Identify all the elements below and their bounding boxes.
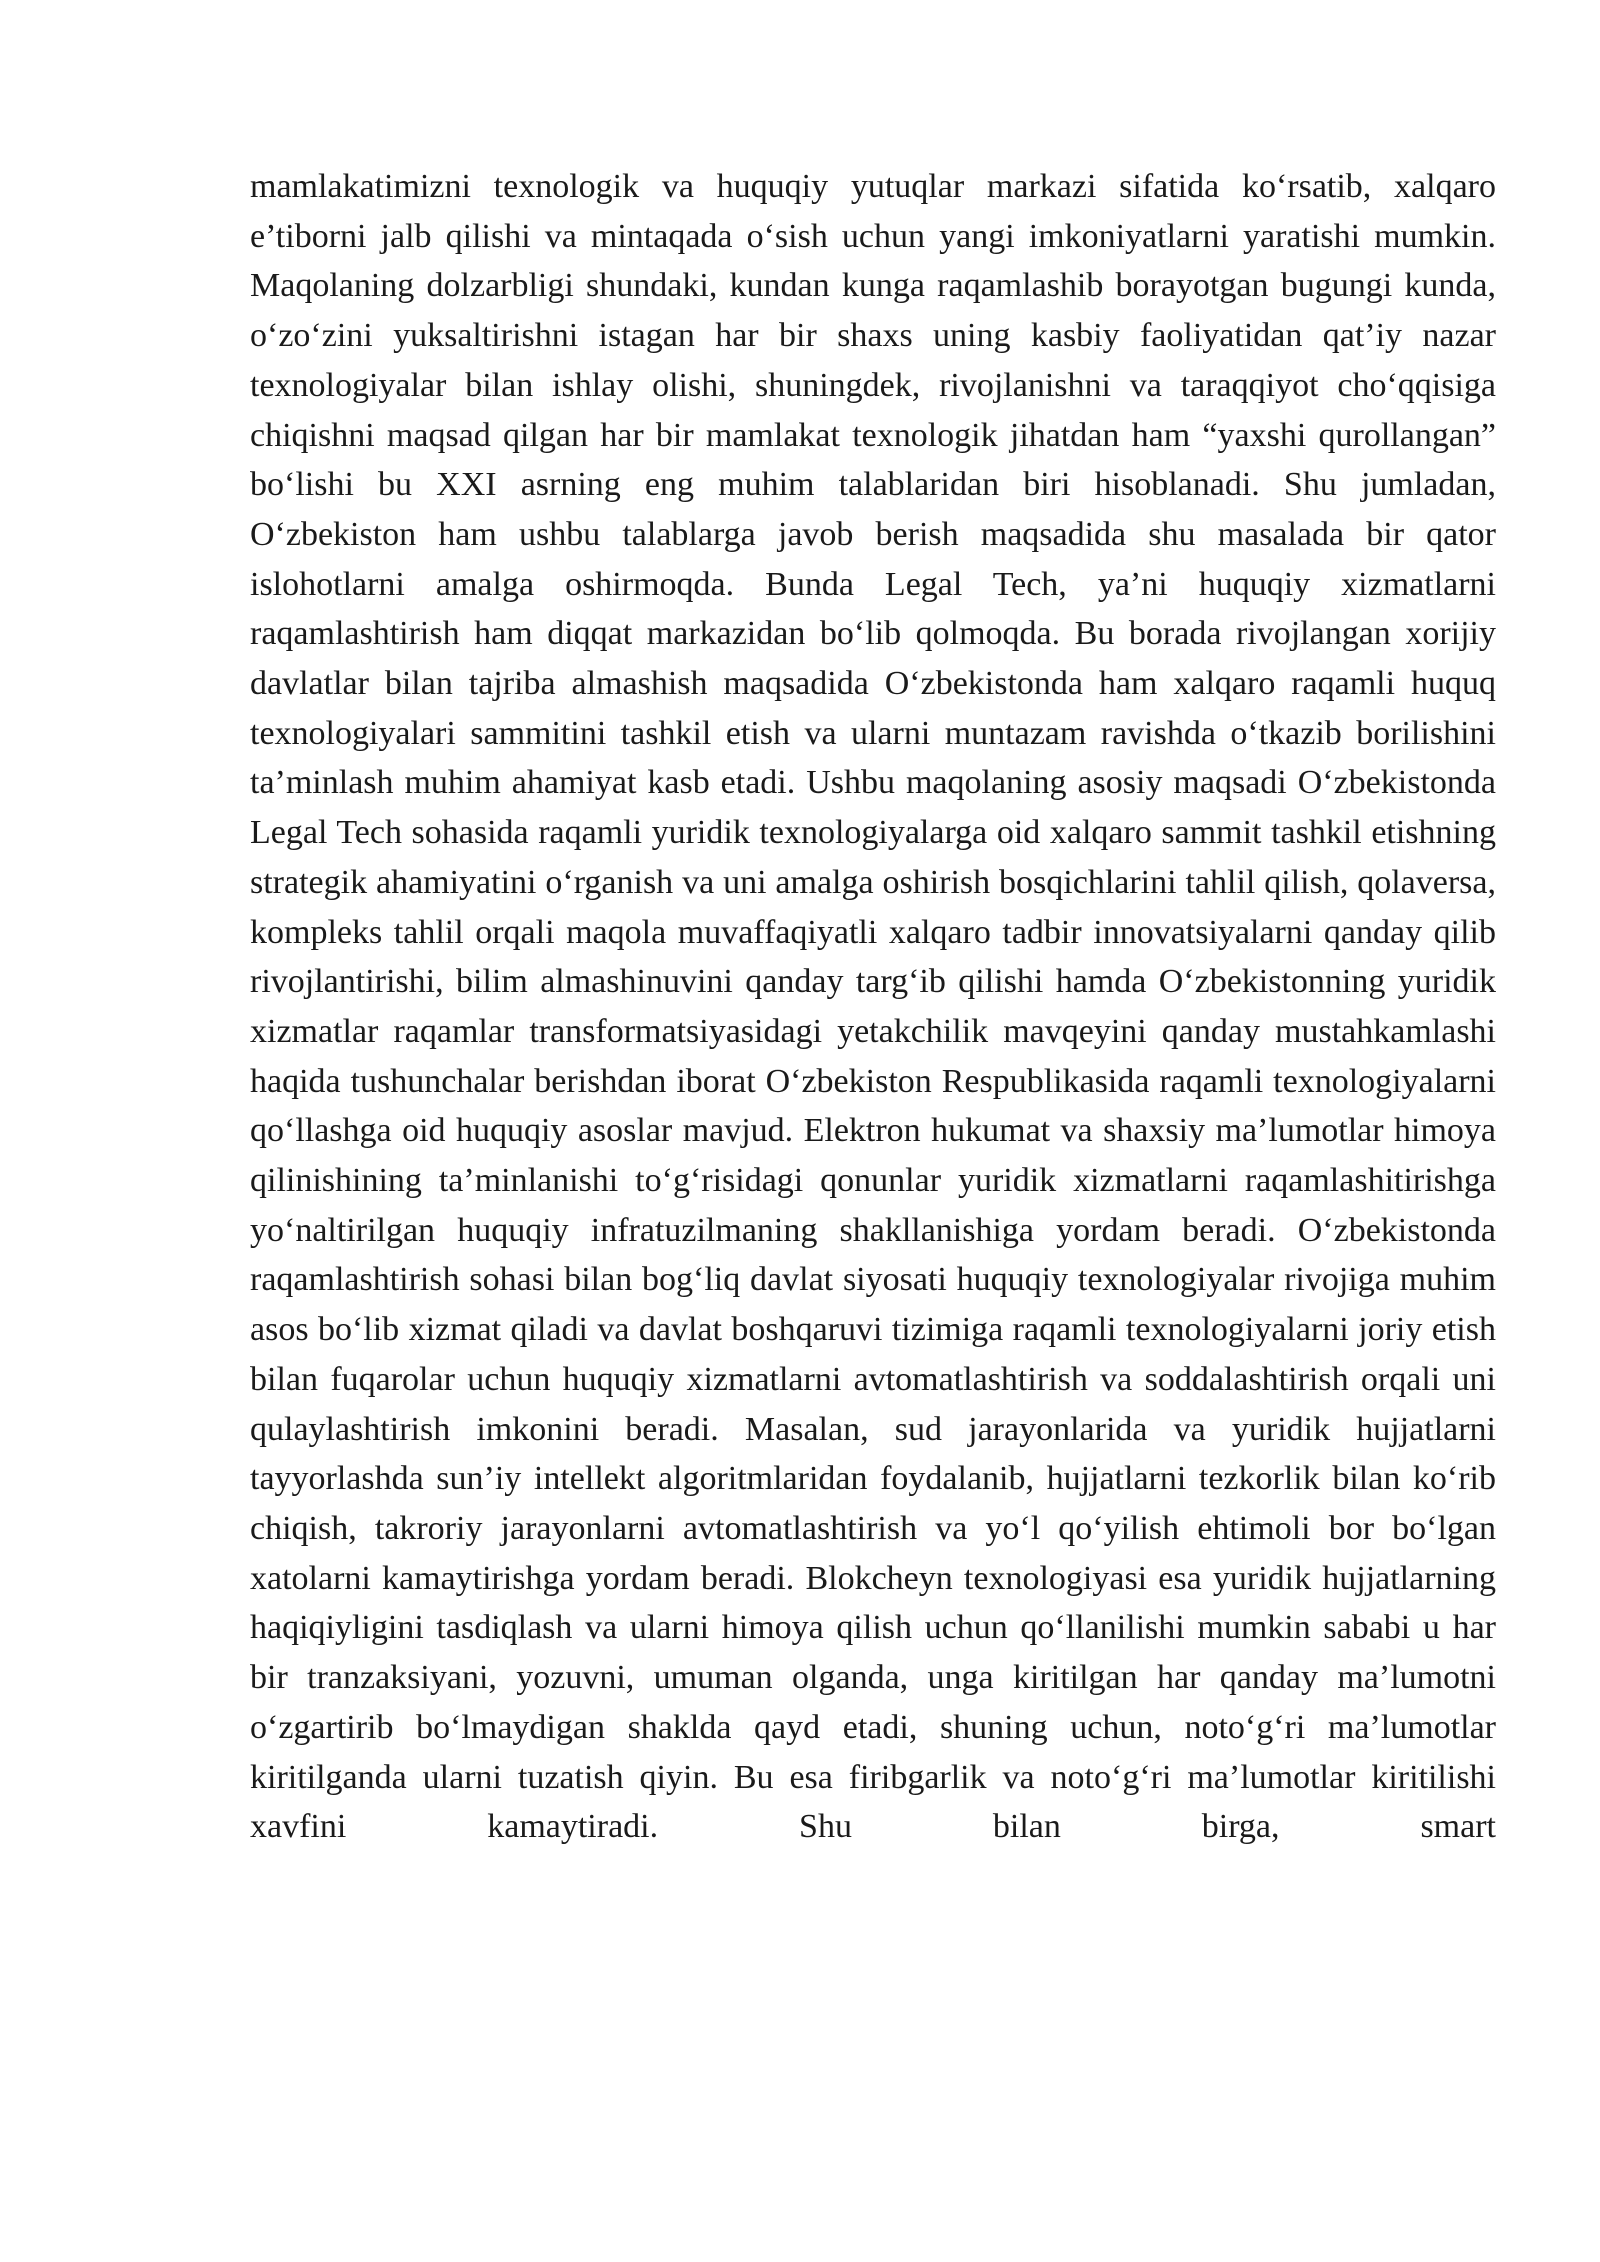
body-paragraph: mamlakatimizni texnologik va huquqiy yutuqlar markazi sifatida ko‘rsatib, xalqaro e’tiborni jalb qilishi va mintaqada o‘sish uchun yangi imkoniyatlarni yaratishi mumkin. Maqolaning dolzarbligi shundaki, kundan kunga raqamlashib borayotgan bugungi kunda, o‘zo‘zini yuksaltirishni istagan har bir shaxs uning kasbiy faoliyatidan qat’iy nazar texnologiyalar bilan ishlay olishi, shuningdek, rivojlanishni va taraqqiyot cho‘qqisiga chiqishni maqsad qilgan har bir mamlakat texnologik jihatdan ham “yaxshi qurollangan” bo‘lishi bu XXI asrning eng muhim talablaridan biri hisoblanadi. Shu jumladan, O‘zbekiston ham ushbu talablarga javob berish maqsadida shu masalada bir qator islohotlarni amalga oshirmoqda. Bunda Legal Tech, ya’ni huquqiy xizmatlarni raqamlashtirish ham diqqat markazidan bo‘lib qolmoqda. Bu borada rivojlangan xorijiy davlatlar bilan tajriba almashish maqsadida O‘zbekistonda ham xalqaro raqamli huquq texnologiyalari sammitini tashkil etish va ularni muntazam ravishda o‘tkazib borilishini ta’minlash muhim ahamiyat kasb etadi. Ushbu maqolaning asosiy maqsadi O‘zbekistonda Legal Tech sohasida raqamli yuridik texnologiyalarga oid xalqaro sammit tashkil etishning strategik ahamiyatini o‘rganish va uni amalga oshirish bosqichlarini tahlil qilish, qolaversa, kompleks tahlil orqali maqola muvaffaqiyatli xalqaro tadbir innovatsiyalarni qanday qilib rivojlantirishi, bilim almashinuvini qanday targ‘ib qilishi hamda O‘zbekistonning yuridik xizmatlar raqamlar transformatsiyasidagi yetakchilik mavqeyini qanday mustahkamlashi haqida tushunchalar berishdan iborat O‘zbekiston Respublikasida raqamli texnologiyalarni qo‘llashga oid huquqiy asoslar mavjud. Elektron hukumat va shaxsiy ma’lumotlar himoya qilinishining ta’minlanishi to‘g‘risidagi qonunlar yuridik xizmatlarni raqamlashitirishga yo‘naltirilgan huquqiy infratuzilmaning shakllanishiga yordam beradi. O‘zbekistonda raqamlashtirish sohasi bilan bog‘liq davlat siyosati huquqiy texnologiyalar rivojiga muhim asos bo‘lib xizmat qiladi va davlat boshqaruvi tizimiga raqamli texnologiyalarni joriy etish bilan fuqarolar uchun huquqiy xizmatlarni avtomatlashtirish va soddalashtirish orqali uni qulaylashtirish imkonini beradi. Masalan, sud jarayonlarida va yuridik hujjatlarni tayyorlashda sun’iy intellekt algoritmlaridan foydalanib, hujjatlarni tezkorlik bilan ko‘rib chiqish, takroriy jarayonlarni avtomatlashtirish va yo‘l qo‘yilish ehtimoli bor bo‘lgan xatolarni kamaytirishga yordam beradi. Blokcheyn texnologiyasi esa yuridik hujjatlarning haqiqiyligini tasdiqlash va ularni himoya qilish uchun qo‘llanilishi mumkin sababi u har bir tranzaksiyani, yozuvni, umuman olganda, unga kiritilgan har qanday ma’lumotni o‘zgartirib bo‘lmaydigan shaklda qayd etadi, shuning uchun, noto‘g‘ri ma’lumotlar kiritilganda ularni tuzatish qiyin. Bu esa firibgarlik va noto‘g‘ri ma’lumotlar kiritilishi xavfini kamaytiradi. Shu bilan birga, smart <box>250 168 1496 1846</box>
